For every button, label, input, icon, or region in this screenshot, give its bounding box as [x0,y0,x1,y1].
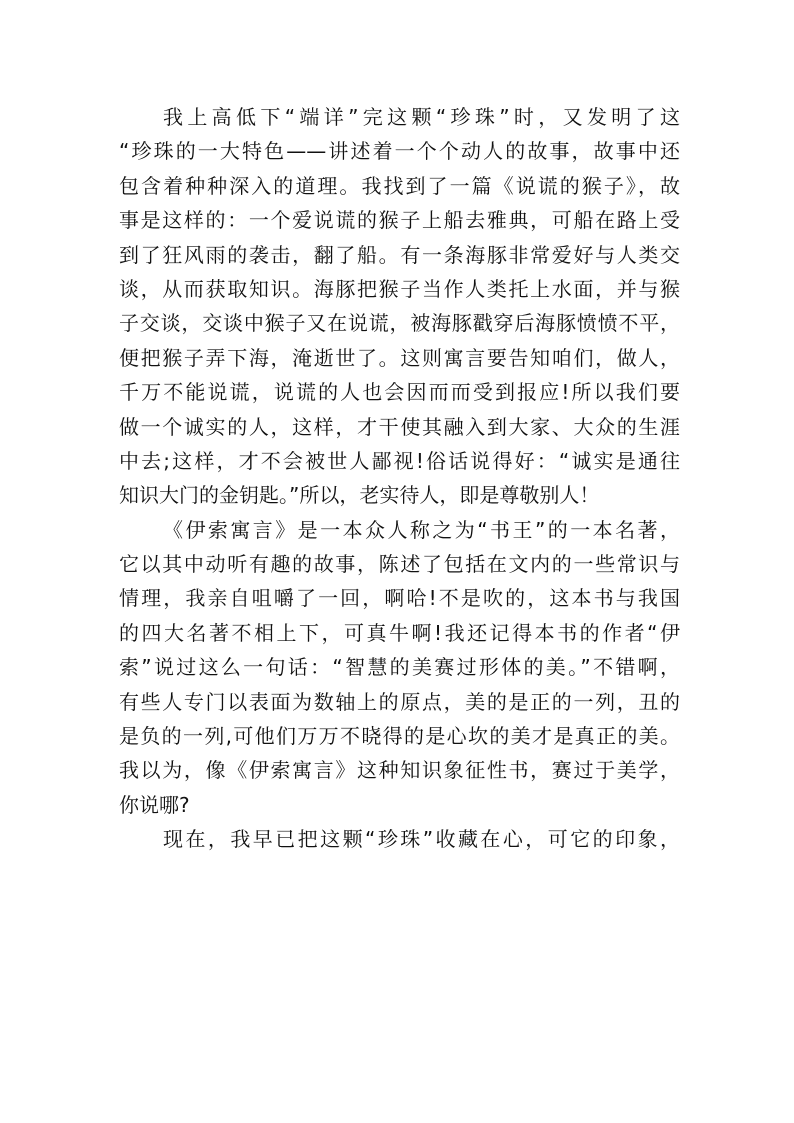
text-line: 做一个诚实的人，这样，才干使其融入到大家、大众的生涯 [119,414,680,439]
text-line: 《伊索寓言》是一本众人称之为“书王”的一本名著， [163,517,680,542]
text-line: 我以为，像《伊索寓言》这种知识象征性书，赛过于美学， [119,758,680,783]
paragraph-1 [119,100,680,513]
text-line: 是负的一列,可他们万万不晓得的是心坎的美才是真正的美。 [119,724,680,749]
text-line: 它以其中动听有趣的故事，陈述了包括在文内的一些常识与 [119,552,680,577]
text-line: 事是这样的：一个爱说谎的猴子上船去雅典，可船在路上受 [119,208,680,233]
text-line: 的四大名著不相上下，可真牛啊!我还记得本书的作者“伊 [119,620,680,645]
paragraph-2 [119,513,680,823]
document-body [119,100,680,857]
text-line: 知识大门的金钥匙。”所以，老实待人，即是尊敬别人！ [119,483,600,508]
text-line: 你说哪? [119,792,190,817]
text-line: 谈，从而获取知识。海豚把猴子当作人类托上水面，并与猴 [119,276,680,301]
text-line: “珍珠的一大特色——讲述着一个个动人的故事，故事中还 [119,139,680,164]
text-line: 索”说过这么一句话：“智慧的美赛过形体的美。”不错啊， [119,655,680,680]
text-line: 包含着种种深入的道理。我找到了一篇《说谎的猴子》，故 [119,173,680,198]
text-line: 我上高低下“端详”完这颗“珍珠”时，又发明了这 [163,105,680,129]
text-line: 子交谈，交谈中猴子又在说谎，被海豚戳穿后海豚愤愤不平， [119,311,680,336]
text-line: 千万不能说谎，说谎的人也会因而而受到报应!所以我们要 [119,380,680,405]
text-line: 有些人专门以表面为数轴上的原点，美的是正的一列，丑的 [119,689,680,714]
text-line: 到了狂风雨的袭击，翻了船。有一条海豚非常爱好与人类交 [119,242,680,267]
text-line: 情理，我亲自咀嚼了一回，啊哈!不是吹的，这本书与我国 [119,586,680,611]
text-line: 便把猴子弄下海，淹逝世了。这则寓言要告知咱们，做人， [119,345,680,370]
text-line: 现在，我早已把这颗“珍珠”收藏在心，可它的印象， [163,827,680,852]
paragraph-3 [119,822,680,856]
text-line: 中去;这样，才不会被世人鄙视!俗话说得好：“诚实是通往 [119,448,680,473]
